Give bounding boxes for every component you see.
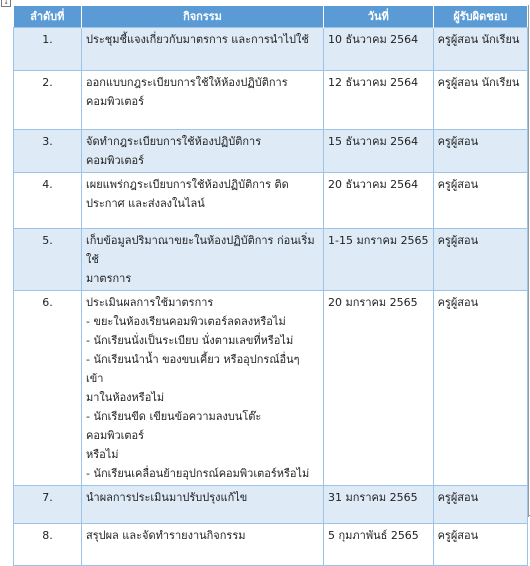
table-row [14, 291, 528, 486]
cell-activity [82, 71, 324, 130]
cell-activity [82, 291, 324, 486]
header-activity: กิจกรรม [82, 6, 324, 28]
activity-line: เผยแพร่กฎระเบียบการใช้ห้องปฏิบัติการ ติด [86, 178, 289, 191]
cell-date: 20 ธันวาคม 2564 [324, 173, 434, 229]
activity-line: ประกาศ และส่งลงในไลน์ [86, 197, 205, 210]
activity-line: มาในห้องหรือไม่ [86, 391, 165, 404]
cell-date: 10 ธันวาคม 2564 [324, 28, 434, 71]
table-row [14, 173, 528, 229]
cell-activity [82, 28, 324, 71]
cell-owner: ครูผู้สอน [433, 173, 527, 229]
activity-line: จัดทำกฎระเบียบการใช้ห้องปฏิบัติการคอมพิวเตอร์ [86, 135, 262, 167]
cell-activity [82, 486, 324, 524]
activity-line: คอมพิวเตอร์ [86, 95, 145, 108]
cell-date: 5 กุมภาพันธ์ 2565 [324, 524, 434, 566]
cell-date: 15 ธันวาคม 2564 [324, 130, 434, 173]
activity-line: - นักเรียนเคลื่อนย้ายอุปกรณ์คอมพิวเตอร์หรือไม่ [86, 467, 310, 480]
cell-date: 31 มกราคม 2565 [324, 486, 434, 524]
activity-line: ประชุมชี้แจงเกี่ยวกับมาตรการ และการนำไปใช้ [86, 33, 309, 46]
table-row [14, 28, 528, 71]
page-edge-vertical [528, 5, 529, 517]
activity-line: ออกแบบกฎระเบียบการใช้ให้ห้องปฏิบัติการ [86, 76, 288, 89]
activity-line: - นักเรียนนำน้ำ ของขบเคี้ยว หรืออุปกรณ์อื่นๆ เข้า [86, 353, 300, 385]
cell-order: 3. [14, 130, 82, 173]
cell-activity [82, 524, 324, 566]
cell-order: 7. [14, 486, 82, 524]
activity-line: สรุปผล และจัดทำรายงานกิจกรรม [86, 529, 246, 542]
header-date: วันที่ [324, 6, 434, 28]
cell-owner: ครูผู้สอน [433, 229, 527, 291]
header-order: ลำดับที่ [14, 6, 82, 28]
table-row [14, 71, 528, 130]
cell-owner: ครูผู้สอน [433, 130, 527, 173]
cell-activity [82, 130, 324, 173]
cell-date: 20 มกราคม 2565 [324, 291, 434, 486]
table-row [14, 524, 528, 566]
activity-line: หรือไม่ [86, 448, 119, 461]
activity-line: - นักเรียนขีด เขียนข้อความลงบนโต๊ะคอมพิวเตอร์ [86, 410, 262, 442]
cell-order: 2. [14, 71, 82, 130]
cell-order: 4. [14, 173, 82, 229]
cell-owner: ครูผู้สอน นักเรียน [433, 71, 527, 130]
table-move-handle[interactable]: ↓ [1, 0, 11, 7]
cell-order: 8. [14, 524, 82, 566]
cell-activity [82, 173, 324, 229]
activity-line: มาตรการ [86, 272, 132, 285]
activity-line: เก็บข้อมูลปริมาณาขยะในห้องปฏิบัติการ ก่อนเริ่มใช้ [86, 234, 315, 266]
cell-owner: ครูผู้สอน นักเรียน [433, 28, 527, 71]
cell-date: 12 ธันวาคม 2564 [324, 71, 434, 130]
activity-line: - นักเรียนนั่งเป็นระเบียบ นั่งตามเลขที่หรือไม่ [86, 334, 294, 347]
activity-plan-table [13, 6, 528, 566]
cell-order: 6. [14, 291, 82, 486]
table-row [14, 486, 528, 524]
table-header-row [14, 6, 528, 28]
header-owner: ผู้รับผิดชอบ [433, 6, 527, 28]
activity-line: - ขยะในห้องเรียนคอมพิวเตอร์ลดลงหรือไม่ [86, 315, 286, 328]
cell-order: 1. [14, 28, 82, 71]
activity-line: นำผลการประเมินมาปรับปรุงแก้ไข [86, 491, 248, 504]
cell-owner: ครูผู้สอน [433, 291, 527, 486]
cell-owner: ครูผู้สอน [433, 524, 527, 566]
cell-activity [82, 229, 324, 291]
table-row [14, 130, 528, 173]
cell-date: 1-15 มกราคม 2565 [324, 229, 434, 291]
table-body [14, 28, 528, 566]
cell-owner: ครูผู้สอน [433, 486, 527, 524]
activity-line: ประเมินผลการใช้มาตรการ [86, 296, 214, 309]
cell-order: 5. [14, 229, 82, 291]
table-row [14, 229, 528, 291]
